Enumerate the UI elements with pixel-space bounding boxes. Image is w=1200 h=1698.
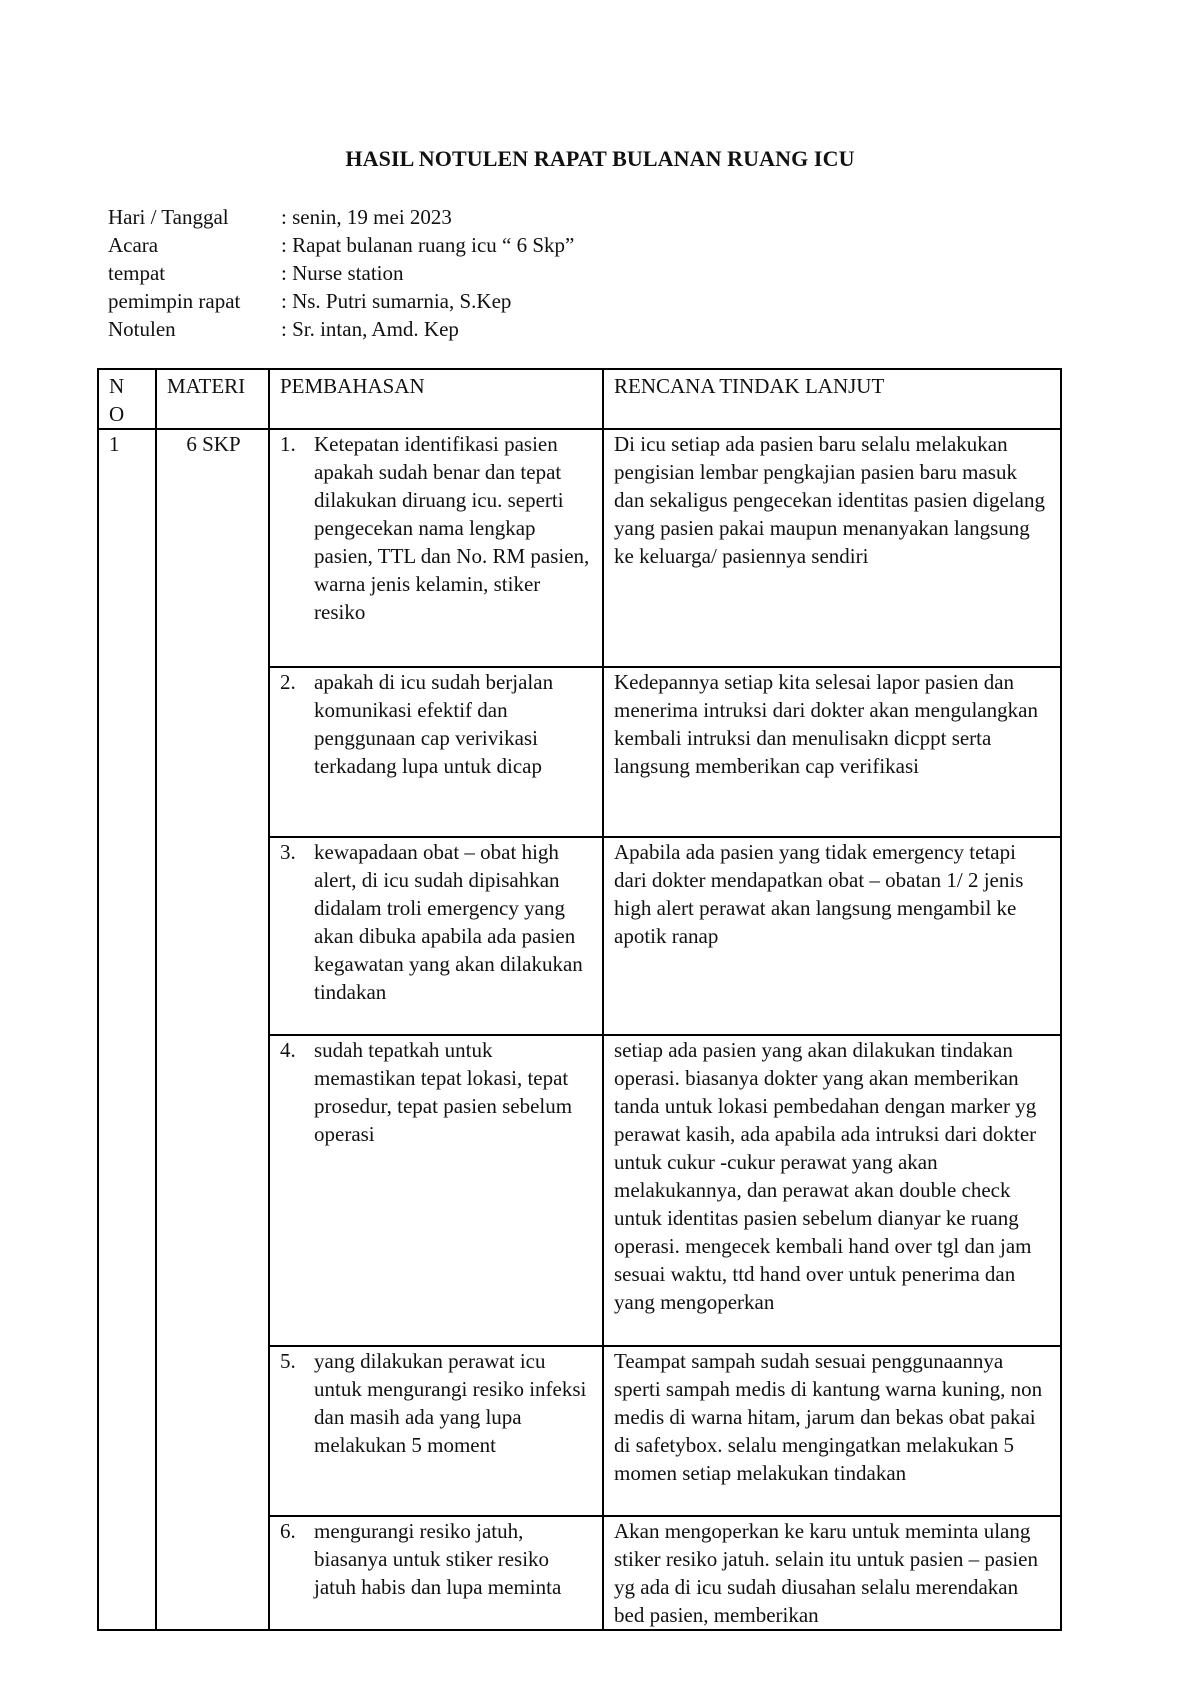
item-number: 3. [280,840,296,864]
cell-pembahasan [269,1035,603,1346]
cell-pembahasan [269,1346,603,1516]
cell-rtl: Akan mengoperkan ke karu untuk meminta ulang stiker resiko jatuh. selain itu untuk pasien – pasien yg ada di icu sudah diusahan selalu merendakan bed pasien, memberikan [603,1516,1061,1630]
item-text: mengurangi resiko jatuh, biasanya untuk stiker resiko jatuh habis dan lupa meminta [314,1519,562,1599]
meta-label: tempat [108,261,166,285]
header-no-line2: O [109,402,125,426]
item-text: yang dilakukan perawat icu untuk mengurangi resiko infeksi dan masih ada yang lupa melakukan 5 moment [314,1349,587,1457]
item-text: kewapadaan obat – obat high alert, di icu sudah dipisahkan didalam troli emergency yang akan dibuka apabila ada pasien kegawatan yang akan dilakukan tindakan [314,840,583,1004]
meta-row-notetaker [108,315,574,343]
meta-label: Hari / Tanggal [108,205,229,229]
meta-label: Acara [108,233,159,257]
header-rtl: RENCANA TINDAK LANJUT [603,369,1061,429]
meta-label: pemimpin rapat [108,289,241,313]
cell-no: 1 [98,429,156,1630]
item-number: 1. [280,432,296,456]
table-header-row [98,369,1061,429]
cell-rtl: Teampat sampah sudah sesuai penggunaannya sperti sampah medis di kantung warna kuning, non medis di warna hitam, jarum dan bekas obat pakai di safetybox. selalu mengingatkan melakukan 5 momen setiap melakukan tindakan [603,1346,1061,1516]
document-title: HASIL NOTULEN RAPAT BULANAN RUANG ICU [345,146,855,171]
minutes-table [97,368,1062,1631]
header-no [98,369,156,429]
item-text: apakah di icu sudah berjalan komunikasi efektif dan penggunaan cap verivikasi terkadang lupa untuk dicap [314,670,554,778]
meta-value: : Rapat bulanan ruang icu “ 6 Skp” [281,233,575,257]
meta-row-place [108,259,574,287]
cell-rtl: setiap ada pasien yang akan dilakukan tindakan operasi. biasanya dokter yang akan memberikan tanda untuk lokasi pembedahan dengan marker yg perawat kasih, ada apabila ada intruksi dari dokter untuk cukur -cukur perawat yang akan melakukannya, dan perawat akan double check untuk identitas pasien sebelum dianyar ke ruang operasi. mengecek kembali hand over tgl dan jam sesuai waktu, ttd hand over untuk penerima dan yang mengoperkan [603,1035,1061,1346]
item-number: 6. [280,1519,296,1543]
meta-row-event [108,231,574,259]
meeting-info [108,203,574,343]
item-number: 4. [280,1038,296,1062]
header-materi: MATERI [156,369,269,429]
cell-rtl: Apabila ada pasien yang tidak emergency tetapi dari dokter mendapatkan obat – obatan 1/ 2 jenis high alert perawat akan langsung mengambil ke apotik ranap [603,837,1061,1035]
cell-pembahasan [269,429,603,667]
meta-row-date [108,203,574,231]
header-pembahasan: PEMBAHASAN [269,369,603,429]
item-number: 2. [280,670,296,694]
cell-pembahasan [269,1516,603,1630]
cell-pembahasan [269,667,603,837]
cell-rtl: Di icu setiap ada pasien baru selalu melakukan pengisian lembar pengkajian pasien baru masuk dan sekaligus pengecekan identitas pasien digelang yang pasien pakai maupun menanyakan langsung ke keluarga/ pasiennya sendiri [603,429,1061,667]
cell-materi: 6 SKP [156,429,269,1630]
meta-value: : senin, 19 mei 2023 [281,205,452,229]
table-row [98,429,1061,667]
item-text: sudah tepatkah untuk memastikan tepat lokasi, tepat prosedur, tepat pasien sebelum operasi [314,1038,573,1146]
meta-value: : Ns. Putri sumarnia, S.Kep [281,289,512,313]
item-number: 5. [280,1349,296,1373]
cell-rtl: Kedepannya setiap kita selesai lapor pasien dan menerima intruksi dari dokter akan mengulangkan kembali intruksi dan menulisakn dicppt serta langsung memberikan cap verifikasi [603,667,1061,837]
item-text: Ketepatan identifikasi pasien apakah sudah benar dan tepat dilakukan diruang icu. seperti pengecekan nama lengkap pasien, TTL dan No. RM pasien, warna jenis kelamin, stiker resiko [314,432,590,624]
header-no-line1: N [109,374,125,398]
meta-value: : Sr. intan, Amd. Kep [281,317,459,341]
meta-value: : Nurse station [281,261,404,285]
meta-row-leader [108,287,574,315]
meta-label: Notulen [108,317,176,341]
cell-pembahasan [269,837,603,1035]
